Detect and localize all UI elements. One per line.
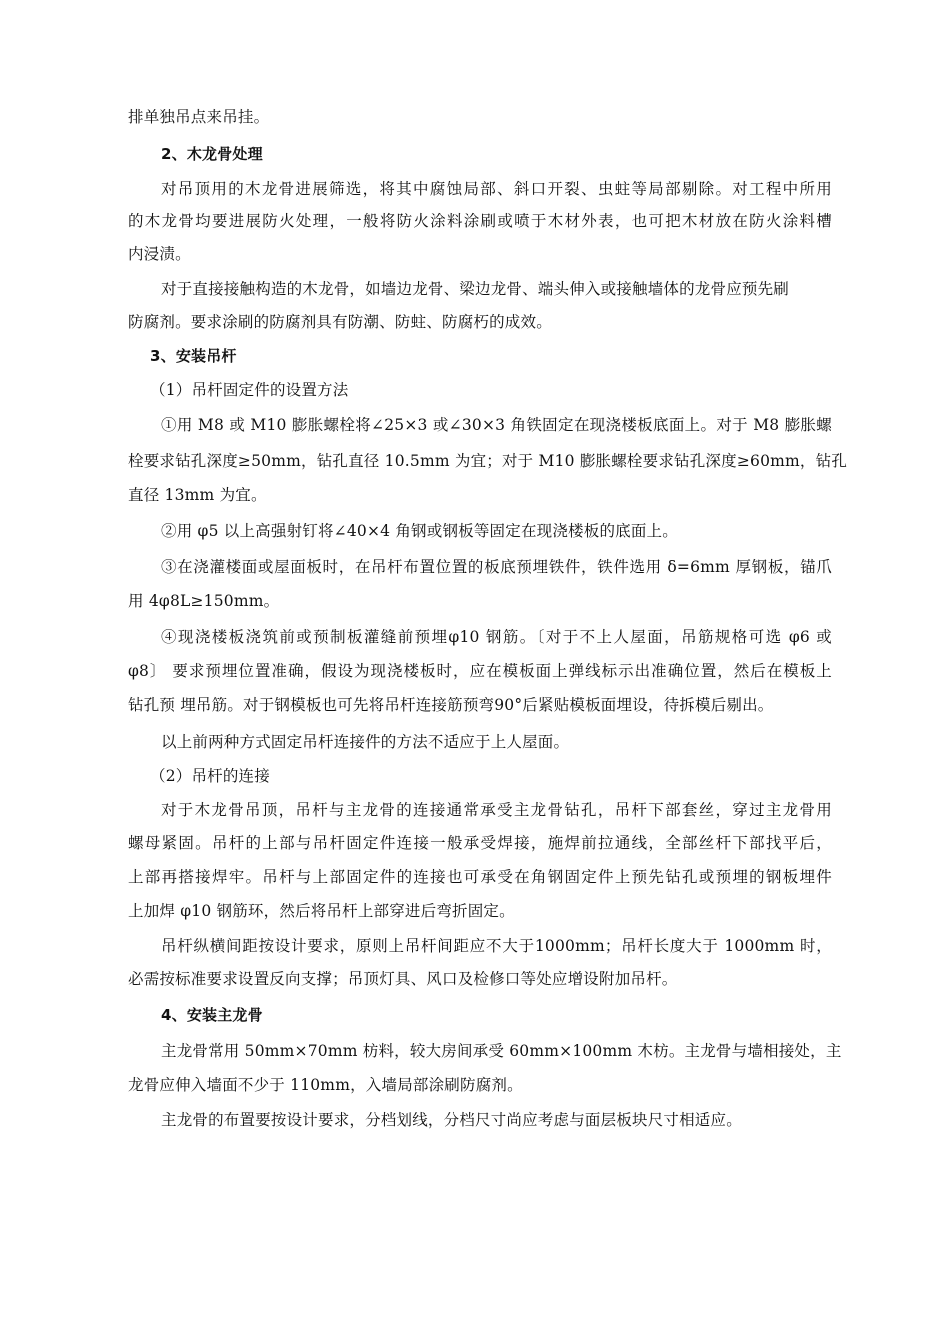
text-line: 螺母紧固。吊杆的上部与吊杆固定件连接一般承受焊接，施焊前拉通线，全部丝杆下部找平后， bbox=[128, 834, 832, 852]
text-line: 吊杆纵横间距按设计要求，原则上吊杆间距应不大于1000mm；吊杆长度大于 1000mm 时， bbox=[161, 937, 832, 955]
text-line: 排单独吊点来吊挂。 bbox=[128, 108, 270, 126]
text-line: 内浸渍。 bbox=[128, 245, 191, 263]
text-line: 防腐剂。要求涂刷的防腐剂具有防潮、防蛀、防腐朽的成效。 bbox=[128, 313, 552, 331]
text-line: ①用 M8 或 M10 膨胀螺栓将∠25×3 或∠30×3 角铁固定在现浇楼板底面上。对于 M8 膨胀螺 bbox=[161, 416, 832, 434]
text-line: 以上前两种方式固定吊杆连接件的方法不适应于上人屋面。 bbox=[161, 733, 570, 751]
subsection-heading: （2）吊杆的连接 bbox=[150, 767, 270, 785]
text-line: 必需按标准要求设置反向支撑；吊顶灯具、风口及检修口等处应增设附加吊杆。 bbox=[128, 970, 678, 988]
section-heading: 4、安装主龙骨 bbox=[161, 1006, 263, 1024]
text-line: φ8〕 要求预埋位置准确，假设为现浇楼板时，应在模板面上弹线标示出准确位置，然后在模板上 bbox=[128, 662, 832, 680]
text-line: 上部再搭接焊牢。吊杆与上部固定件的连接也可承受在角钢固定件上预先钻孔或预埋的钢板埋件 bbox=[128, 868, 832, 886]
section-heading: 3、安装吊杆 bbox=[150, 347, 237, 365]
text-line: 用 4φ8L≥150mm。 bbox=[128, 592, 280, 610]
text-line: 主龙骨的布置要按设计要求，分档划线，分档尺寸尚应考虑与面层板块尺寸相适应。 bbox=[161, 1111, 742, 1129]
text-line: 主龙骨常用 50mm×70mm 枋料，较大房间承受 60mm×100mm 木枋。主龙骨与墙相接处，主 bbox=[161, 1042, 842, 1060]
section-heading: 2、木龙骨处理 bbox=[161, 145, 263, 163]
text-line: 对于木龙骨吊顶，吊杆与主龙骨的连接通常承受主龙骨钻孔，吊杆下部套丝，穿过主龙骨用 bbox=[161, 801, 832, 819]
text-line: 钻孔预 埋吊筋。对于钢模板也可先将吊杆连接筋预弯90°后紧贴模板面埋设，待拆模后剔出。 bbox=[128, 696, 774, 714]
text-line: 栓要求钻孔深度≥50mm，钻孔直径 10.5mm 为宜；对于 M10 膨胀螺栓要求钻孔深度≥60mm，钻孔 bbox=[128, 452, 848, 470]
text-line: 的木龙骨均要进展防火处理，一般将防火涂料涂刷或喷于木材外表，也可把木材放在防火涂料槽 bbox=[128, 212, 832, 230]
text-line: 直径 13mm 为宜。 bbox=[128, 486, 267, 504]
text-line: ②用 φ5 以上高强射钉将∠40×4 角钢或钢板等固定在现浇楼板的底面上。 bbox=[161, 522, 678, 540]
text-line: ④现浇楼板浇筑前或预制板灌缝前预埋φ10 钢筋。〔对于不上人屋面，吊筋规格可选 φ6 或 bbox=[161, 628, 832, 646]
text-line: ③在浇灌楼面或屋面板时，在吊杆布置位置的板底预埋铁件，铁件选用 δ=6mm 厚钢板，锚爪 bbox=[161, 558, 832, 576]
text-line: 龙骨应伸入墙面不少于 110mm，入墙局部涂刷防腐剂。 bbox=[128, 1076, 523, 1094]
subsection-heading: （1）吊杆固定件的设置方法 bbox=[150, 381, 349, 399]
text-line: 对于直接接触构造的木龙骨，如墙边龙骨、梁边龙骨、端头伸入或接触墙体的龙骨应预先刷 bbox=[161, 280, 790, 298]
text-line: 对吊顶用的木龙骨进展筛选，将其中腐蚀局部、斜口开裂、虫蛀等局部剔除。对工程中所用 bbox=[161, 180, 832, 198]
text-line: 上加焊 φ10 钢筋环，然后将吊杆上部穿进后弯折固定。 bbox=[128, 902, 515, 920]
